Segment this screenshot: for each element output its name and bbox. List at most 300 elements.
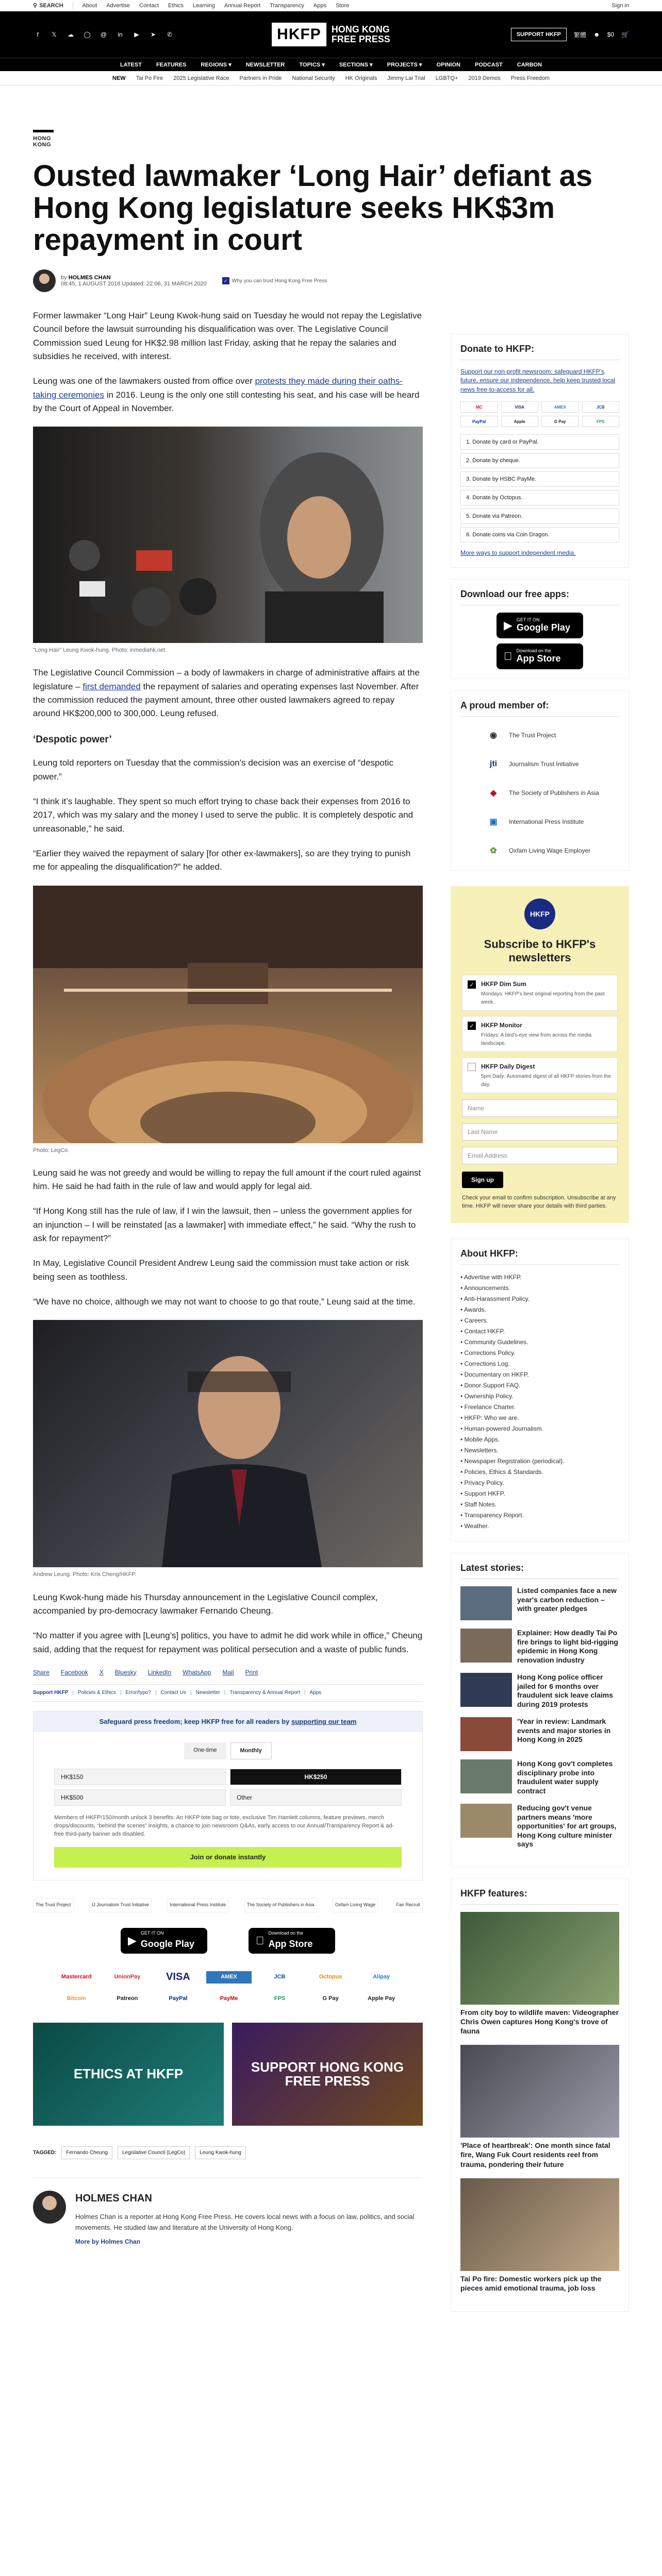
instagram-icon[interactable]: ◯ [84, 31, 91, 38]
about-link[interactable]: • Ownership Policy. [460, 1391, 619, 1402]
figure-legco [33, 886, 423, 1155]
tag-fernando-cheung[interactable]: Fernando Cheung [61, 2146, 112, 2160]
social-links [33, 30, 174, 39]
about-link[interactable]: • Community Guidelines. [460, 1337, 619, 1348]
donate-sidebar [451, 334, 629, 568]
paragraph: “I think it’s laughable. They spent so much effort trying to chase back their expenses from 2016 to 2017, which was my salary and the money I used to serve the public. It is completely despotic and unreasonable,” he said. [33, 796, 413, 834]
app-store-button[interactable] [496, 643, 583, 669]
story-headline: 'Year in review: Landmark events and major stories in Hong Kong in 2025 [517, 1717, 611, 1744]
nav-podcast[interactable]: PODCAST [474, 61, 503, 68]
separator: | [155, 1690, 157, 1696]
feature-thumb [460, 2178, 619, 2271]
separator: | [224, 1690, 226, 1696]
separator: | [190, 1690, 192, 1696]
as-big: App Store [508, 653, 553, 664]
author-name[interactable]: HOLMES CHAN [75, 2193, 152, 2205]
card-logo: JCB [582, 401, 620, 413]
about-link[interactable]: • Corrections Policy. [460, 1348, 619, 1359]
newsletter-desc: Mondays: HKFP's best original reporting from the past week. [481, 991, 605, 1006]
story-thumb [460, 1804, 512, 1838]
facebook-icon[interactable]: f [37, 31, 39, 38]
donate-option-coins[interactable]: 6. Donate coins via Coin Dragon. [460, 527, 619, 543]
support-hkfp-button[interactable]: SUPPORT HKFP [511, 28, 567, 41]
first-name-field[interactable]: Name [462, 1099, 618, 1117]
latest-title: Latest stories: [460, 1563, 619, 1579]
author-photo[interactable] [33, 2191, 66, 2224]
feature-headline: From city boy to wildlife maven: Videographer Chris Owen captures Hong Kong's trove of fauna [460, 2008, 619, 2036]
story-item[interactable] [460, 1629, 619, 1665]
new-label: NEW [112, 75, 126, 81]
mastercard-icon[interactable]: Mastercard [61, 1974, 92, 1980]
trending-lgbtq[interactable]: LGBTQ+ [435, 75, 458, 81]
topbar-link-store[interactable]: Store [336, 2, 350, 9]
photo-long-hair[interactable] [33, 427, 423, 643]
story-item[interactable] [460, 1759, 619, 1795]
topbar-link-transparency[interactable]: Transparency [270, 2, 305, 9]
cart-total[interactable]: $0 [607, 31, 615, 38]
youtube-icon[interactable]: ▶ [134, 31, 139, 38]
signup-note: Check your email to confirm subscription. Unsubscribe at any time. HKFP will never share your details with third parties. [462, 1195, 616, 1210]
trending-national-security[interactable]: National Security [292, 75, 335, 81]
member-sopa[interactable] [483, 783, 619, 803]
section-label[interactable]: HONG KONG [33, 130, 54, 148]
author-avatar[interactable] [33, 269, 56, 292]
search-label: SEARCH [39, 2, 63, 9]
article-title: Ousted lawmaker ‘Long Hair’ defiant as Hong Kong legislature seeks HK$3m repayment in court [33, 159, 593, 257]
trending-partners-in-pride[interactable]: Partners in Pride [239, 75, 282, 81]
paragraph: “Earlier they waived the repayment of salary [for other ex-lawmakers], so are they trying to punish me for appealing the disqualification?” he added. [33, 848, 411, 872]
sopa-logo[interactable]: The Society of Publishers in Asia [244, 1898, 317, 1912]
donate-banner-text: Safeguard press freedom; keep HKFP free for all readers by [99, 1717, 292, 1725]
payme-icon[interactable]: PayMe [220, 1995, 238, 2002]
app-store-button[interactable] [249, 1928, 335, 1954]
trending-tai-po-fire[interactable]: Tai Po Fire [136, 75, 163, 81]
paragraph: Leung said he was not greedy and would be willing to repay the full amount if the court ruled against him. He said he had faith in the rule of law and would apply for legal aid. [33, 1167, 421, 1192]
threads-icon[interactable]: @ [100, 31, 107, 38]
author-info [75, 2191, 423, 2246]
article-tags [33, 2146, 423, 2160]
logo-line-2: FREE PRESS [331, 34, 390, 44]
join-donate-button[interactable]: Join or donate instantly [54, 1847, 402, 1868]
link-newsletter[interactable]: Newsletter [195, 1690, 220, 1696]
member-label: Oxfam Living Wage Employer [509, 846, 591, 854]
topbar-link-apps[interactable]: Apps [313, 2, 327, 9]
photo-illustration [33, 427, 423, 643]
as-big: App Store [260, 1938, 305, 1949]
site-logo[interactable] [272, 23, 390, 46]
sign-in-link[interactable]: Sign in [611, 2, 629, 9]
checkbox-icon[interactable] [468, 1063, 476, 1071]
payment-methods [54, 1971, 404, 2005]
text: in 2016. Leung is the only one still contesting his seat, and his case will be heard by the Court of Appeal in November. [33, 389, 420, 414]
about-link[interactable]: • Privacy Policy. [460, 1478, 619, 1488]
checkbox-icon[interactable]: ✓ [468, 1022, 476, 1030]
ipi-icon: ▣ [489, 817, 498, 826]
ipi-logo[interactable]: International Press Institute [167, 1898, 228, 1912]
article-header [33, 130, 629, 292]
story-headline: Listed companies face a new year's carbon reduction – with greater pledges [517, 1586, 617, 1613]
amount-options [54, 1769, 402, 1806]
jcb-icon[interactable]: JCB [274, 1974, 286, 1980]
trust-project-logo[interactable]: The Trust Project [33, 1898, 74, 1912]
about-link[interactable]: • Careers. [460, 1315, 619, 1326]
about-link[interactable]: • Newsletters. [460, 1445, 619, 1456]
about-link[interactable]: • Transparency Report. [460, 1510, 619, 1521]
feature-item[interactable] [460, 2178, 619, 2293]
member-label: The Society of Publishers in Asia [509, 789, 599, 796]
author-link[interactable]: HOLMES CHAN [68, 275, 111, 281]
nav-topics[interactable]: TOPICS ▾ [299, 62, 325, 68]
bluesky-icon[interactable]: ☁ [68, 31, 74, 38]
story-thumb [460, 1759, 512, 1793]
x-icon[interactable]: 𝕏 [52, 31, 57, 38]
paragraph: Former lawmaker “Long Hair” Leung Kwok-hung said on Tuesday he would not repay the Legislative Council before the lawsuit surrounding his disqualification was over. The Legislative Council Commission sued Leung for HK$2.98 million last Friday, asking that he repay the salaries and subsidies he received, with interest. [33, 311, 422, 362]
sidebar [451, 334, 629, 2323]
donate-widget [33, 1711, 423, 1880]
member-trust-project[interactable] [483, 725, 619, 745]
app-store-text [508, 648, 561, 664]
as-small: Download on the [260, 1930, 295, 1936]
language-switch[interactable]: 繁體 [574, 31, 587, 39]
octopus-icon[interactable]: Octopus [319, 1974, 342, 1980]
paypal-icon[interactable]: PayPal [169, 1995, 188, 2002]
telegram-icon[interactable]: ➤ [150, 31, 156, 38]
photo-illustration [33, 886, 423, 1143]
about-links [460, 1272, 619, 1532]
amount-150[interactable]: HK$150 [54, 1769, 226, 1785]
jti-logo[interactable]: IJ Journalism Trust Initiative [89, 1898, 152, 1912]
google-pay-icon[interactable]: G Pay [322, 1995, 339, 2002]
topbar-link-learning[interactable]: Learning [193, 2, 215, 9]
nav-latest[interactable]: LATEST [120, 61, 142, 68]
member-ipi[interactable] [483, 811, 619, 832]
link-transparency[interactable]: Transparency & Annual Report [229, 1690, 300, 1696]
about-link[interactable]: • Anti-Harassment Policy. [460, 1294, 619, 1304]
card-logo: AMEX [541, 401, 579, 413]
about-link[interactable]: • Mobile Apps. [460, 1434, 619, 1445]
share-label[interactable]: Share [33, 1668, 50, 1676]
as-small: Download on the [508, 648, 543, 654]
supporting-team-link[interactable]: supporting our team [291, 1717, 357, 1725]
story-headline: Reducing gov't venue partners means 'more opportunities' for art groups, Hong Kong culture minister says [517, 1804, 617, 1849]
subheading: ‘Despotic power’ [33, 734, 112, 745]
about-link[interactable]: • Support HKFP. [460, 1488, 619, 1499]
share-bluesky[interactable]: Bluesky [114, 1668, 137, 1676]
photo-andrew-leung[interactable] [33, 1320, 423, 1567]
trending-hk-originals[interactable]: HK Originals [345, 75, 377, 81]
amount-250[interactable]: HK$250 [230, 1769, 402, 1785]
donate-option-octopus[interactable]: 4. Donate by Octopus. [460, 490, 619, 505]
about-link[interactable]: • Announcements. [460, 1283, 619, 1294]
photo-illustration [33, 1320, 423, 1567]
feature-headline: 'Place of heartbreak': One month since fatal fire, Wang Fuk Court residents reel from trauma, pondering their future [460, 2141, 610, 2168]
press-logos [33, 1898, 423, 1912]
byline-text [61, 275, 207, 287]
member-benefits: Members of HKFP/150/month unlock 3 benefits: An HKFP tote bag or tote, exclusive Tim Hamlett columns, feature previews, merch drops/discounts, “behind the scenes” insights, a chance to join newsroom Q&As, early access to our Annual/Transparency Report & ad-free third-party banner ads disabled. [54, 1815, 394, 1838]
trust-link[interactable] [222, 277, 327, 284]
nav-features[interactable]: FEATURES [156, 61, 187, 68]
newsletter-text [481, 1063, 612, 1088]
search-icon: ⚲ [33, 3, 38, 9]
article-body [33, 309, 423, 2246]
about-link[interactable]: • Corrections Log. [460, 1359, 619, 1369]
story-thumb [460, 1673, 512, 1707]
card-logo: FPS [582, 416, 620, 427]
story-headline: Explainer: How deadly Tai Po fire brings to light bid-rigging epidemic in Hong Kong renovation industry [517, 1629, 618, 1664]
newsletter-dim-sum[interactable] [462, 975, 618, 1011]
apps-title: Download our free apps: [460, 589, 619, 605]
story-thumb [460, 1629, 512, 1663]
donate-intro-link[interactable]: Support our non-profit newsroom: safeguard HKFP's future, ensure our independence, help keep trusted local news free-to-access for all. [460, 368, 616, 393]
more-by-author-link[interactable]: More by Holmes Chan [75, 2238, 141, 2245]
nav-opinion[interactable]: OPINION [436, 61, 460, 68]
figure-andrew-leung [33, 1320, 423, 1579]
share-facebook[interactable]: Facebook [61, 1668, 88, 1676]
link-support[interactable]: Support HKFP [33, 1690, 69, 1696]
main-nav [0, 58, 662, 71]
patreon-icon[interactable]: Patreon [117, 1995, 138, 2002]
about-link[interactable]: • Staff Notes. [460, 1499, 619, 1510]
latest-stories [451, 1553, 629, 1867]
alipay-icon[interactable]: Alipay [373, 1974, 390, 1980]
member-oxfam[interactable] [483, 840, 619, 861]
donate-title: Donate to HKFP: [460, 344, 619, 360]
trending-legco-race[interactable]: 2025 Legislative Race [173, 75, 229, 81]
link-contact[interactable]: Contact Us [160, 1690, 187, 1696]
topbar-link-annual-report[interactable]: Annual Report [224, 2, 261, 9]
topbar-link-advertise[interactable]: Advertise [106, 2, 130, 9]
utility-bar [0, 0, 662, 11]
separator: | [120, 1690, 122, 1696]
newsletter-title: Subscribe to HKFP's newsletters [484, 937, 596, 964]
caption: Photo: LegCo. [33, 1147, 70, 1154]
user-icon[interactable]: ☻ [593, 31, 600, 38]
google-play-button[interactable] [496, 613, 583, 638]
separator: | [72, 1690, 74, 1696]
paragraph: “No matter if you agree with [Leung’s] politics, you have to admit he did work while in office,” Cheung said, adding that the request for repayment was political persecution and a waste of public funds. [33, 1631, 423, 1654]
fps-icon[interactable]: FPS [274, 1995, 286, 2002]
gp-big: Google Play [140, 1938, 194, 1949]
about-link[interactable]: • Donor Support FAQ. [460, 1380, 619, 1391]
donate-option-cheque[interactable]: 2. Donate by cheque. [460, 453, 619, 468]
checkmark-icon: ✓ [222, 277, 229, 284]
feature-item[interactable] [460, 1912, 619, 2036]
feature-thumb [460, 1912, 619, 2005]
unionpay-icon[interactable]: UnionPay [114, 1974, 141, 1980]
trending-2019-demos[interactable]: 2019 Demos [468, 75, 501, 81]
paragraph: In May, Legislative Council President Andrew Leung said the commission must take action or risk being seen as toothless. [33, 1258, 409, 1282]
bitcoin-icon[interactable]: Bitcoin [67, 1995, 86, 2002]
linkedin-icon[interactable]: in [118, 31, 123, 38]
fair-recruit-logo[interactable]: Fair Recruit [393, 1898, 423, 1912]
feature-headline: Tai Po fire: Domestic workers pick up the pieces amid emotional trauma, job loss [460, 2274, 602, 2293]
separator: | [304, 1690, 306, 1696]
google-play-icon: ▶ [128, 1934, 137, 1947]
author-bio: Holmes Chan is a reporter at Hong Kong Free Press. He covers local news with a focus on law, politics, and social movements. He studied law and literature at the University of Hong Kong. [75, 2213, 415, 2231]
caption: Andrew Leung. Photo: Kris Cheng/HKFP. [33, 1571, 137, 1578]
logo-mark: HKFP [272, 23, 326, 46]
apple-icon [256, 1932, 264, 1950]
about-link[interactable]: • Freelance Charter. [460, 1402, 619, 1413]
card-logo: G Pay [541, 416, 579, 427]
apps-sidebar [451, 579, 629, 679]
about-link[interactable]: • Contact HKFP. [460, 1326, 619, 1337]
gp-small: GET IT ON [516, 617, 540, 623]
share-x[interactable]: X [99, 1668, 104, 1676]
member-title: A proud member of: [460, 700, 619, 717]
tag-leung-kwok-hung[interactable]: Leung Kwok-hung [195, 2146, 246, 2160]
trending-press-freedom[interactable]: Press Freedom [510, 75, 550, 81]
logo-wordmark [332, 25, 390, 44]
link-apps[interactable]: Apps [309, 1690, 322, 1696]
photo-legco-chamber[interactable] [33, 886, 423, 1143]
last-name-field[interactable]: Last Name [462, 1123, 618, 1141]
oxfam-logo[interactable]: Oxfam Living Wage [333, 1898, 378, 1912]
checkbox-icon[interactable]: ✓ [468, 980, 476, 989]
tab-one-time[interactable]: One-time [184, 1742, 226, 1759]
nav-carbon[interactable]: CARBON [517, 61, 542, 68]
visa-icon[interactable]: VISA [166, 1971, 190, 1983]
share-bar [33, 1668, 423, 1677]
text: Leung was one of the lawmakers ousted from office over [33, 376, 255, 386]
sopa-icon: ◆ [490, 788, 497, 798]
support-banner[interactable]: SUPPORT HONG KONG FREE PRESS [232, 2023, 423, 2126]
signup-button[interactable]: Sign up [462, 1172, 503, 1188]
about-link[interactable]: • Advertise with HKFP. [460, 1272, 619, 1283]
member-label: The Trust Project [509, 731, 556, 739]
tag-legco[interactable]: Legislative Council (LegCo) [118, 2146, 190, 2160]
trending-bar [0, 71, 662, 86]
donate-banner [34, 1711, 422, 1732]
search-link[interactable] [33, 2, 63, 9]
topbar-link-ethics[interactable]: Ethics [168, 2, 184, 9]
cart-icon[interactable]: 🛒 [621, 31, 629, 38]
story-item[interactable] [460, 1717, 619, 1751]
sidebar-app-buttons [460, 613, 619, 669]
donate-option-patreon[interactable]: 5. Donate via Patreon. [460, 509, 619, 524]
gp-big: Google Play [516, 622, 570, 633]
utility-links [33, 1684, 423, 1702]
first-demanded-link[interactable]: first demanded [82, 681, 141, 691]
topbar-link-contact[interactable]: Contact [139, 2, 159, 9]
newsletter-text [481, 980, 612, 1005]
newsletter-name: HKFP Dim Sum [481, 980, 526, 988]
link-error[interactable]: Error/typo? [125, 1690, 151, 1696]
topbar-link-about[interactable]: About [82, 2, 97, 9]
trust-project-icon: ◉ [490, 731, 497, 740]
nav-newsletter[interactable]: NEWSLETTER [245, 61, 285, 68]
story-item[interactable] [460, 1673, 619, 1709]
trending-jimmy-lai-trial[interactable]: Jimmy Lai Trial [387, 75, 425, 81]
share-mail[interactable]: Mail [222, 1668, 234, 1676]
paragraph [33, 375, 423, 415]
about-link[interactable]: • Awards. [460, 1304, 619, 1315]
apple-icon [504, 650, 512, 663]
publish-dates: 08:45, 1 AUGUST 2018 Updated: 22:06, 31 MARCH 2020 [61, 281, 207, 287]
story-item[interactable] [460, 1586, 619, 1620]
tab-monthly[interactable]: Monthly [230, 1742, 272, 1759]
story-headline: Hong Kong police officer jailed for 6 months over fraudulent sick leave claims during 2019 protests [517, 1673, 613, 1708]
nav-projects[interactable]: PROJECTS ▾ [387, 62, 422, 68]
donate-option-payme[interactable]: 3. Donate by HSBC PayMe. [460, 471, 619, 487]
apple-pay-icon[interactable]: Apple Pay [368, 1995, 395, 2002]
donate-option-card[interactable]: 1. Donate by card or PayPal. [460, 434, 619, 450]
share-whatsapp[interactable]: WhatsApp [183, 1668, 211, 1676]
figure-leung [33, 427, 423, 655]
nav-regions[interactable]: REGIONS ▾ [201, 62, 231, 68]
google-play-text [517, 617, 570, 633]
newsletter-text [481, 1022, 612, 1046]
member-jti[interactable] [483, 754, 619, 774]
logo-line-1: HONG KONG [331, 24, 390, 35]
google-play-button[interactable] [121, 1928, 207, 1954]
story-item[interactable] [460, 1804, 619, 1849]
about-link[interactable]: • Documentary on HKFP. [460, 1369, 619, 1380]
nav-sections[interactable]: SECTIONS ▾ [339, 62, 373, 68]
about-sidebar [451, 1239, 629, 1541]
amex-icon[interactable]: AMEX [206, 1971, 252, 1984]
byline [33, 269, 629, 292]
about-title: About HKFP: [460, 1248, 619, 1265]
whatsapp-icon[interactable]: ✆ [167, 31, 173, 38]
site-header [0, 11, 662, 58]
amount-500[interactable]: HK$500 [54, 1789, 226, 1806]
app-store-buttons [33, 1928, 423, 1954]
card-logo: PayPal [460, 416, 498, 427]
tags-label: TAGGED: [33, 2149, 57, 2156]
share-linkedin[interactable]: LinkedIn [147, 1668, 172, 1676]
about-link[interactable]: • Weather. [460, 1521, 619, 1532]
card-logo: VISA [501, 401, 539, 413]
google-play-icon: ▶ [504, 618, 512, 632]
about-link[interactable]: • HKFP: Who we are. [460, 1413, 619, 1423]
about-link[interactable]: • Policies, Ethics & Standards. [460, 1467, 619, 1478]
by-label: by [61, 275, 67, 281]
newsletter-desc: Fridays: A bird's-eye view from across the media landscape. [481, 1032, 592, 1047]
link-policies[interactable]: Policies & Ethics [77, 1690, 116, 1696]
feature-item[interactable] [460, 2045, 619, 2169]
features-title: HKFP features: [460, 1888, 619, 1905]
card-logos [460, 401, 619, 427]
paragraph: “If Hong Kong still has the rule of law, if I win the lawsuit, then – unless the government applies for an injunction – I will be reinstated [as a lawmaker] with immediate effect,” he said. “Why the rush to ask for repayment?” [33, 1206, 416, 1244]
more-ways-link[interactable]: More ways to support independent media. [460, 549, 576, 557]
about-link[interactable]: • Human-powered Journalism. [460, 1423, 619, 1434]
frequency-tabs [54, 1742, 402, 1759]
oxfam-icon: ✿ [490, 846, 497, 855]
story-thumb [460, 1586, 512, 1620]
donate-body [34, 1732, 422, 1880]
share-print[interactable]: Print [245, 1668, 258, 1676]
newsletter-monitor[interactable] [462, 1016, 618, 1052]
newsletter-signup [451, 886, 629, 1224]
paragraph: “We have no choice, although we may not want to choose to go that route,” Leung said at the time. [33, 1297, 416, 1307]
features-sidebar [451, 1878, 629, 2312]
promo-banners [33, 2023, 423, 2126]
card-logo: Apple [501, 416, 539, 427]
oath-protests-link[interactable]: protests they made during their oaths-taking ceremonies [33, 376, 403, 400]
ethics-banner[interactable]: ETHICS AT HKFP [33, 2023, 224, 2126]
text: The Legislative Council Commission – a body of lawmakers in charge of administrative affairs at the legislature – [33, 668, 420, 691]
app-store-text [260, 1930, 313, 1952]
newsletter-daily-digest[interactable] [462, 1057, 618, 1093]
newsletter-name: HKFP Monitor [481, 1022, 522, 1029]
amount-other[interactable]: Other [230, 1789, 402, 1806]
member-label: International Press Institute [509, 818, 584, 825]
about-link[interactable]: • Newspaper Registration (periodical). [460, 1456, 619, 1467]
caption: “Long Hair” Leung Kwok-hung. Photo: inmediahk.net. [33, 647, 167, 654]
gp-small: GET IT ON [140, 1930, 164, 1936]
email-field[interactable]: Email Address [462, 1147, 618, 1164]
